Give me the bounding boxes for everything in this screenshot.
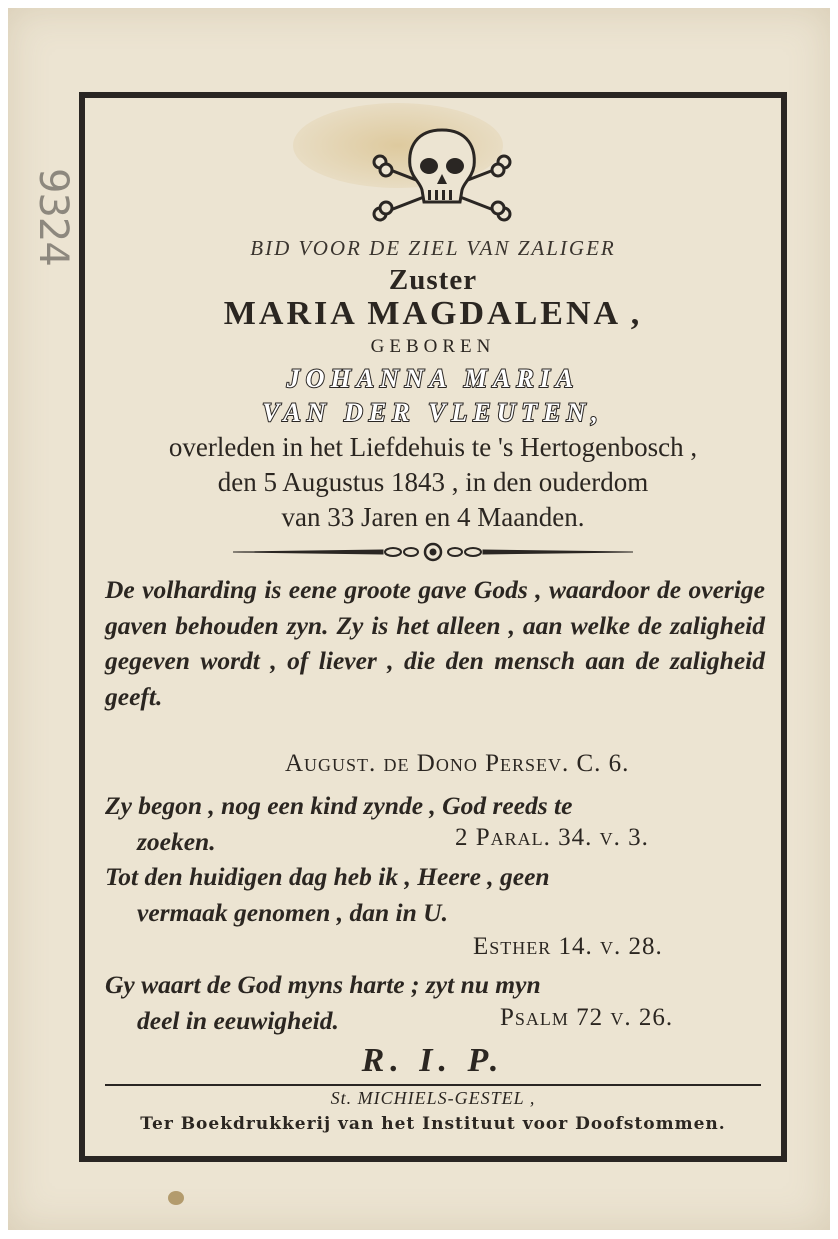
memorial-card — [8, 8, 830, 1230]
ref-esther-text: Esther 14. v. 28. — [473, 933, 663, 960]
pencil-annotation: 9324 — [30, 168, 76, 266]
ref-paralipomenon-text: 2 Paral. 34. v. 3. — [455, 824, 649, 851]
quote-began-line2: zoeken. — [137, 826, 216, 856]
born-label: GEBOREN — [370, 336, 496, 357]
black-border-frame — [79, 92, 787, 1162]
heading-pray: BID VOOR DE ZIEL VAN ZALIGER — [250, 236, 616, 260]
ref-augustine — [285, 750, 629, 778]
title-sister: Zuster — [388, 264, 478, 296]
birth-name-last: VAN DER VLEUTEN, — [262, 398, 604, 427]
ref-esther — [473, 933, 663, 961]
ref-paralipomenon — [455, 824, 649, 852]
ink-spot — [168, 1191, 184, 1205]
rip: R. I. P. — [361, 1042, 505, 1079]
printer-name: Ter Boekdrukkerij van het Instituut voor Doofstommen. — [140, 1114, 726, 1134]
ref-psalm — [500, 1004, 673, 1032]
ref-augustine-text: August. de Dono Persev. C. 6. — [285, 750, 630, 777]
ref-psalm-text: Psalm 72 v. 26. — [500, 1004, 674, 1031]
death-date: den 5 Augustus 1843 , in den ouderdom — [217, 467, 649, 497]
ornament-divider — [233, 542, 633, 562]
printer-place: St. MICHIELS-GESTEL , — [330, 1088, 536, 1108]
religious-name: MARIA MAGDALENA , — [223, 295, 643, 332]
quote-perseverance: De volharding is eene groote gave Gods , waardoor de overige gaven behouden zyn. Zy is het alleen , aan welke de zaligheid gegeven wordt , of liever , die den mensch aan de zaligheid geeft. — [105, 575, 765, 711]
quote-today-line2: vermaak genomen , dan in U. — [137, 897, 448, 927]
skull-crossbones-icon — [372, 126, 512, 222]
quote-today-line1: Tot den huidigen dag heb ik , Heere , geen — [105, 862, 550, 891]
quote-god-line2: deel in eeuwigheid. — [137, 1005, 339, 1035]
footer-rule — [105, 1084, 761, 1086]
age-at-death: van 33 Jaren en 4 Maanden. — [281, 502, 585, 532]
birth-name-first: JOHANNA MARIA — [286, 364, 580, 393]
quote-began — [105, 788, 765, 859]
quote-began-line1: Zy begon , nog een kind zynde , God reeds te — [105, 791, 573, 820]
death-place: overleden in het Liefdehuis te 's Hertogenbosch , — [168, 432, 698, 462]
quote-today — [105, 859, 765, 930]
quote-god-line1: Gy waart de God myns harte ; zyt nu myn — [105, 970, 541, 999]
